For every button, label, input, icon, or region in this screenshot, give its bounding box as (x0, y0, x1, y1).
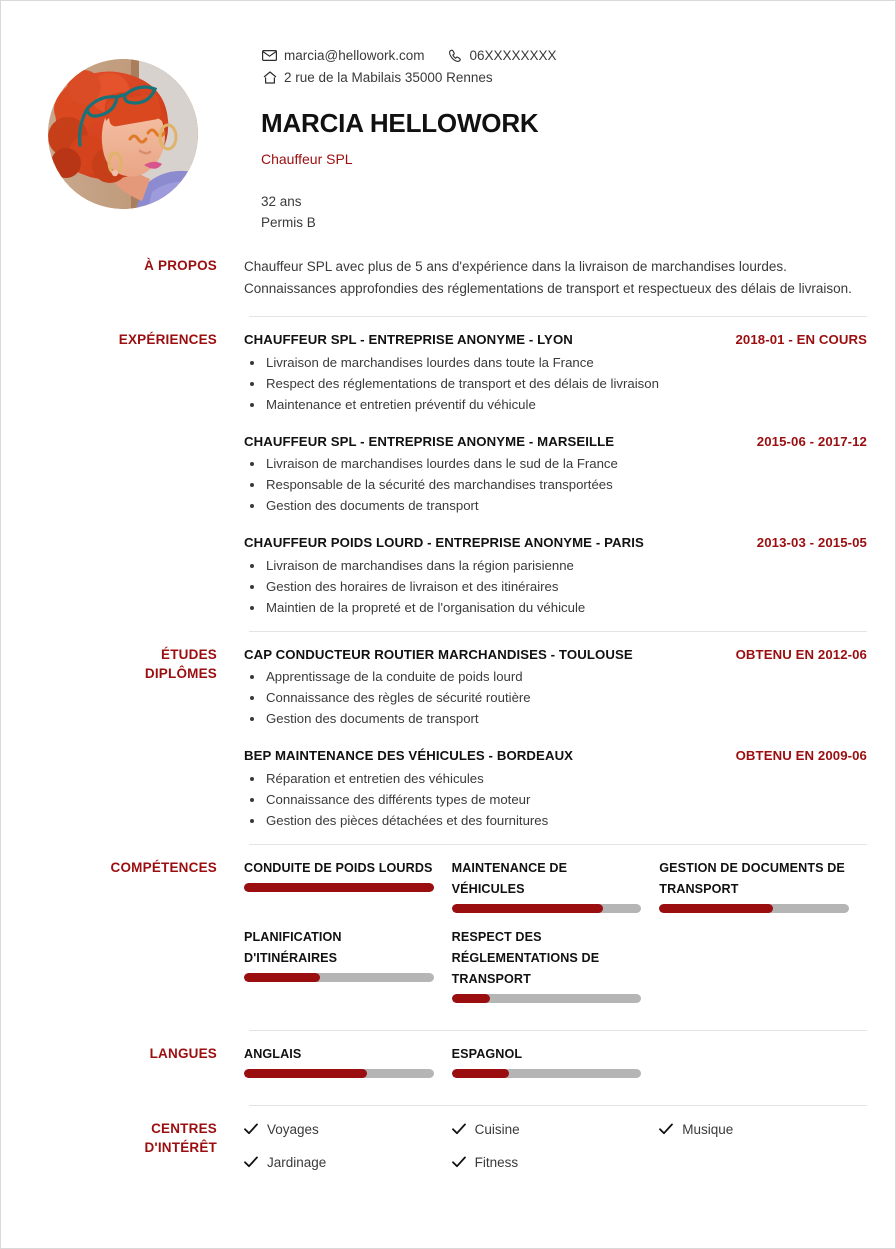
envelope-icon (261, 48, 278, 63)
address-text: 2 rue de la Mabilais 35000 Rennes (284, 70, 493, 85)
about-text: Chauffeur SPL avec plus de 5 ans d'expérience dans la livraison de marchandises lourdes. Connaissances approfondies des réglementations de transport et respectueux des délais de livraison. (244, 259, 852, 296)
skill-level-fill (244, 973, 320, 982)
skill-level-bar (244, 883, 434, 892)
email-contact[interactable] (261, 45, 425, 66)
address-contact (261, 67, 493, 88)
contact-line-2 (261, 67, 867, 88)
experiences-section (1, 317, 895, 631)
cv-header (1, 1, 895, 233)
languages-section (1, 1031, 895, 1105)
skill-item (244, 927, 452, 1003)
skill-level-bar (452, 904, 642, 913)
cv-entry (244, 746, 867, 831)
cv-entry-header (244, 645, 867, 665)
skill-name: PLANIFICATION D'ITINÉRAIRES (244, 929, 342, 965)
cv-entry (244, 645, 867, 730)
languages-label: LANGUES (149, 1045, 217, 1061)
skill-level-fill (452, 904, 604, 913)
interests-label (1, 1119, 234, 1157)
cv-entry-bullets (244, 666, 867, 729)
interest-label: Musique (682, 1121, 734, 1137)
language-level-fill (452, 1069, 509, 1078)
job-title: Chauffeur SPL (261, 151, 353, 167)
skill-level-fill (659, 904, 773, 913)
skill-level-bar (244, 973, 434, 982)
check-icon (244, 1123, 261, 1135)
cv-entry-header (244, 330, 867, 350)
interest-label: Jardinage (267, 1154, 327, 1170)
cv-entry-header (244, 533, 867, 553)
interest-item (659, 1119, 867, 1140)
education-label-line2: DIPLÔMES (144, 665, 217, 681)
interest-label: Cuisine (474, 1121, 520, 1137)
cv-entry (244, 533, 867, 618)
languages-grid (244, 1044, 867, 1092)
interests-section (1, 1106, 895, 1198)
cv-entry-bullet: Réparation et entretien des véhicules (244, 768, 867, 789)
skills-content (234, 858, 895, 1017)
cv-entry-bullet: Gestion des documents de transport (244, 495, 867, 516)
language-level-bar (244, 1069, 434, 1078)
skill-name: GESTION DE DOCUMENTS DE TRANSPORT (659, 860, 845, 896)
cv-entry (244, 330, 867, 415)
cv-entry (244, 432, 867, 517)
language-level-fill (244, 1069, 367, 1078)
languages-content (234, 1044, 895, 1092)
language-name: ANGLAIS (244, 1046, 302, 1061)
cv-entry-bullets (244, 453, 867, 516)
interest-item (452, 1152, 660, 1173)
interests-label-line2: D'INTÉRÊT (144, 1139, 217, 1155)
language-item (452, 1044, 660, 1078)
cv-entry-bullets (244, 768, 867, 831)
skill-name: RESPECT DES RÉGLEMENTATIONS DE TRANSPORT (451, 929, 600, 986)
cv-entry-bullet: Gestion des pièces détachées et des fournitures (244, 810, 867, 831)
skill-level-fill (244, 883, 434, 892)
personal-meta (261, 191, 867, 233)
cv-entry-bullet: Apprentissage de la conduite de poids lourd (244, 666, 867, 687)
home-icon (261, 70, 278, 85)
cv-entry-bullet: Responsable de la sécurité des marchandises transportées (244, 474, 867, 495)
page-title: MARCIA HELLOWORK (261, 108, 539, 138)
cv-entry-bullet: Maintien de la propreté et de l'organisation du véhicule (244, 597, 867, 618)
skill-item (452, 927, 660, 1003)
cv-entry-date: 2015-06 - 2017-12 (756, 433, 867, 449)
skills-section (1, 845, 895, 1030)
cv-entry-bullet: Gestion des documents de transport (244, 708, 867, 729)
cv-entry-date: 2018-01 - EN COURS (735, 332, 867, 347)
skill-level-fill (452, 994, 490, 1003)
language-item (244, 1044, 452, 1078)
cv-entry-title: CHAUFFEUR SPL - ENTREPRISE ANONYME - LYON (244, 332, 573, 347)
cv-entry-bullet: Livraison de marchandises lourdes dans toute la France (244, 352, 867, 373)
avatar (48, 59, 198, 209)
cv-entry-header (244, 432, 867, 452)
cv-entry-date: OBTENU EN 2009-06 (735, 748, 867, 763)
interests-grid (244, 1119, 867, 1185)
about-content (234, 256, 895, 299)
education-label (1, 645, 234, 683)
check-icon (244, 1156, 261, 1168)
interest-item (244, 1152, 452, 1173)
phone-text: 06XXXXXXXX (469, 48, 557, 63)
education-list (234, 645, 895, 831)
cv-entry-title: BEP MAINTENANCE DES VÉHICULES - BORDEAUX (244, 748, 574, 763)
cv-entry-bullet: Gestion des horaires de livraison et des itinéraires (244, 576, 867, 597)
header-info (244, 31, 895, 233)
interest-item (244, 1119, 452, 1140)
email-text: marcia@hellowork.com (284, 48, 425, 63)
education-label-line1: ÉTUDES (161, 646, 217, 662)
cv-entry-bullet: Maintenance et entretien préventif du véhicule (244, 394, 867, 415)
education-section (1, 632, 895, 844)
interest-label: Fitness (474, 1154, 519, 1170)
phone-contact[interactable] (447, 45, 557, 66)
skills-grid (244, 858, 867, 1017)
age-text: 32 ans (261, 194, 302, 209)
check-icon (452, 1123, 469, 1135)
contact-line-1 (261, 45, 867, 66)
photo-column (1, 31, 244, 209)
licence-text: Permis B (261, 215, 316, 230)
avatar-illustration (48, 59, 198, 209)
skill-item (452, 858, 660, 913)
about-section (1, 256, 895, 299)
skill-name: MAINTENANCE DE VÉHICULES (451, 860, 568, 896)
cv-entry-title: CHAUFFEUR POIDS LOURD - ENTREPRISE ANONYME - PARIS (244, 535, 644, 550)
interest-label: Voyages (267, 1121, 319, 1137)
skill-level-bar (452, 994, 642, 1003)
skill-item (659, 858, 867, 913)
cv-entry-date: OBTENU EN 2012-06 (735, 646, 867, 662)
language-name: ESPAGNOL (451, 1046, 523, 1061)
skill-name: CONDUITE DE POIDS LOURDS (244, 860, 433, 875)
cv-entry-bullet: Respect des réglementations de transport et des délais de livraison (244, 373, 867, 394)
check-icon (452, 1156, 469, 1168)
skills-label: COMPÉTENCES (110, 859, 217, 875)
experiences-label: EXPÉRIENCES (118, 332, 217, 347)
cv-entry-date: 2013-03 - 2015-05 (756, 535, 867, 550)
interests-content (234, 1119, 895, 1185)
skill-level-bar (659, 904, 849, 913)
cv-entry-title: CHAUFFEUR SPL - ENTREPRISE ANONYME - MARSEILLE (244, 433, 615, 449)
cv-entry-bullet: Livraison de marchandises dans la région parisienne (244, 555, 867, 576)
check-icon (659, 1123, 676, 1135)
language-level-bar (452, 1069, 642, 1078)
cv-entry-bullets (244, 352, 867, 415)
interest-item (452, 1119, 660, 1140)
cv-entry-bullet: Connaissance des règles de sécurité routière (244, 687, 867, 708)
cv-entry-header (244, 746, 867, 766)
cv-entry-title: CAP CONDUCTEUR ROUTIER MARCHANDISES - TOULOUSE (244, 646, 633, 662)
experiences-list (234, 330, 895, 618)
about-label: À PROPOS (144, 258, 217, 273)
cv-entry-bullet: Connaissance des différents types de moteur (244, 789, 867, 810)
cv-entry-bullet: Livraison de marchandises lourdes dans le sud de la France (244, 453, 867, 474)
phone-icon (447, 48, 464, 63)
cv-entry-bullets (244, 555, 867, 618)
skill-item (244, 858, 452, 913)
interests-label-line1: CENTRES (151, 1120, 217, 1136)
